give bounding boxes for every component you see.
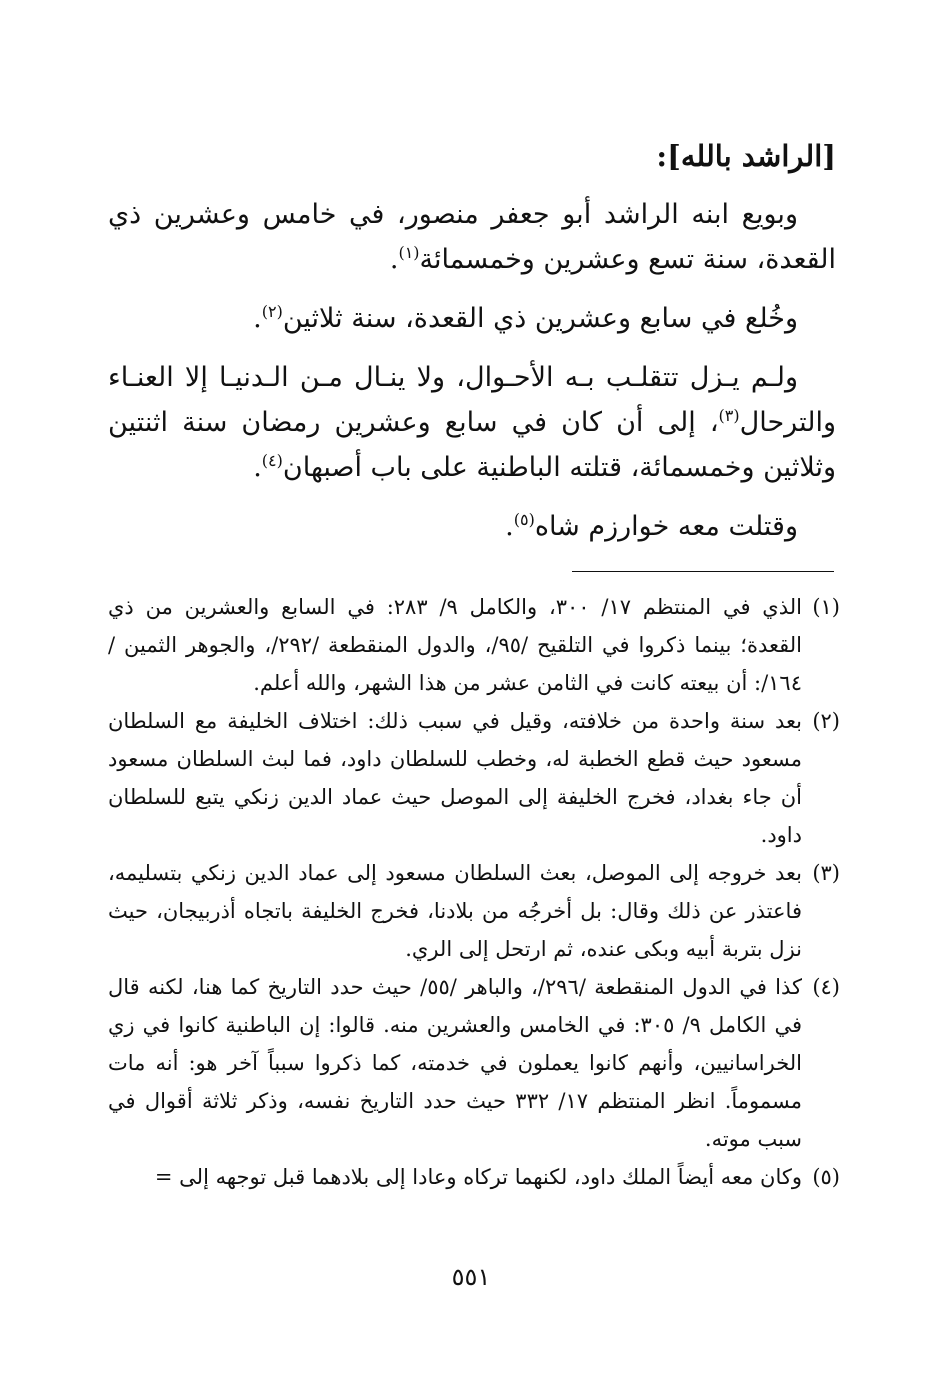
footnote-text: كذا في الدول المنقطعة /٢٩٦/، والباهر /٥٥/ حيث حدد التاريخ كما هنا، لكنه قال في الكامل ٩/ ٣٠٥: في الخامس والعشرين منه. قالوا: إن الباطنية كانوا في زي الخراسانيين، وأنهم كانوا يعملون في خدمته، كما ذكروا سبباً آخر هو: أنه مات مسموماً. انظر المنتظم ١٧/ ٣٣٢ حيث حدد التاريخ نفسه، وذكر ثلاثة أقوال في سبب موته. <box>108 975 802 1151</box>
footnote-text: بعد خروجه إلى الموصل، بعث السلطان مسعود إلى عماد الدين زنكي بتسليمه، فاعتذر عن ذلك وقال: بل أخرجُه من بلادنا، فخرج الخليفة باتجاه أذربيجان، حيث نزل بتربة أبيه وبكى عنده، ثم ارتحل إلى الري. <box>108 861 802 961</box>
footnote-separator <box>572 571 834 572</box>
footnote-ref-2[interactable]: (٢) <box>261 302 283 321</box>
footnote-2 <box>108 702 840 854</box>
paragraph-text: ، إلى أن كان في سابع وعشرين رمضان سنة اثنتين وثلاثين وخمسمائة، قتلته الباطنية على باب أصبهان <box>108 407 836 483</box>
paragraph-text: ولـم يـزل تتقلـب بـه الأحـوال، ولا ينـال مـن الـدنيـا إلا العنـاء والترحال <box>108 362 836 438</box>
footnote-number: (٣) <box>812 861 840 885</box>
footnotes <box>108 588 840 1196</box>
paragraph-end: . <box>253 452 262 483</box>
paragraph-1 <box>108 192 836 282</box>
footnote-number: (١) <box>812 595 840 619</box>
paragraph-end: . <box>253 303 262 334</box>
footnote-5 <box>108 1158 840 1196</box>
footnote-number: (٤) <box>812 975 840 999</box>
paragraph-4 <box>108 504 836 549</box>
footnote-ref-5[interactable]: (٥) <box>513 510 535 529</box>
footnote-number: (٥) <box>812 1165 840 1189</box>
footnote-1 <box>108 588 840 702</box>
page-number: ٥٥١ <box>451 1263 491 1291</box>
footnote-ref-1[interactable]: (١) <box>398 243 420 262</box>
paragraph-text: وقتلت معه خوارزم شاه <box>534 511 798 542</box>
paragraph-end: . <box>505 511 514 542</box>
footnote-ref-3[interactable]: (٣) <box>718 406 740 425</box>
footnote-number: (٢) <box>812 709 840 733</box>
footnote-ref-4[interactable]: (٤) <box>261 451 283 470</box>
paragraph-text: وبويع ابنه الراشد أبو جعفر منصور، في خامس وعشرين ذي القعدة، سنة تسع وعشرين وخمسمائة <box>108 199 836 275</box>
footnote-text: بعد سنة واحدة من خلافته، وقيل في سبب ذلك: اختلاف الخليفة مع السلطان مسعود حيث قطع الخطبة له، وخطب للسلطان داود، فما لبث السلطان مسعود أن جاء بغداد، فخرج الخليفة إلى الموصل حيث عماد الدين زنكي يتبع للسلطان داود. <box>108 709 802 847</box>
footnote-3 <box>108 854 840 968</box>
paragraph-end: . <box>389 244 399 275</box>
footnote-text: وكان معه أيضاً الملك داود، لكنهما تركاه وعادا إلى بلادهما قبل توجهه إلى = <box>154 1165 802 1189</box>
section-heading: [الراشد بالله]: <box>656 139 836 173</box>
paragraph-2 <box>108 296 836 341</box>
footnote-text: الذي في المنتظم ١٧/ ٣٠٠، والكامل ٩/ ٢٨٣: في السابع والعشرين من ذي القعدة؛ بينما ذكروا في التلقيح /٩٥/، والدول المنقطعة /٢٩٢/، والجوهر الثمين /١٦٤/: أن بيعته كانت في الثامن عشر من هذا الشهر، والله أعلم. <box>108 595 802 695</box>
paragraph-3 <box>108 355 836 490</box>
paragraph-text: وخُلع في سابع وعشرين ذي القعدة، سنة ثلاثين <box>282 303 798 334</box>
main-text <box>108 128 836 563</box>
footnote-4 <box>108 968 840 1158</box>
